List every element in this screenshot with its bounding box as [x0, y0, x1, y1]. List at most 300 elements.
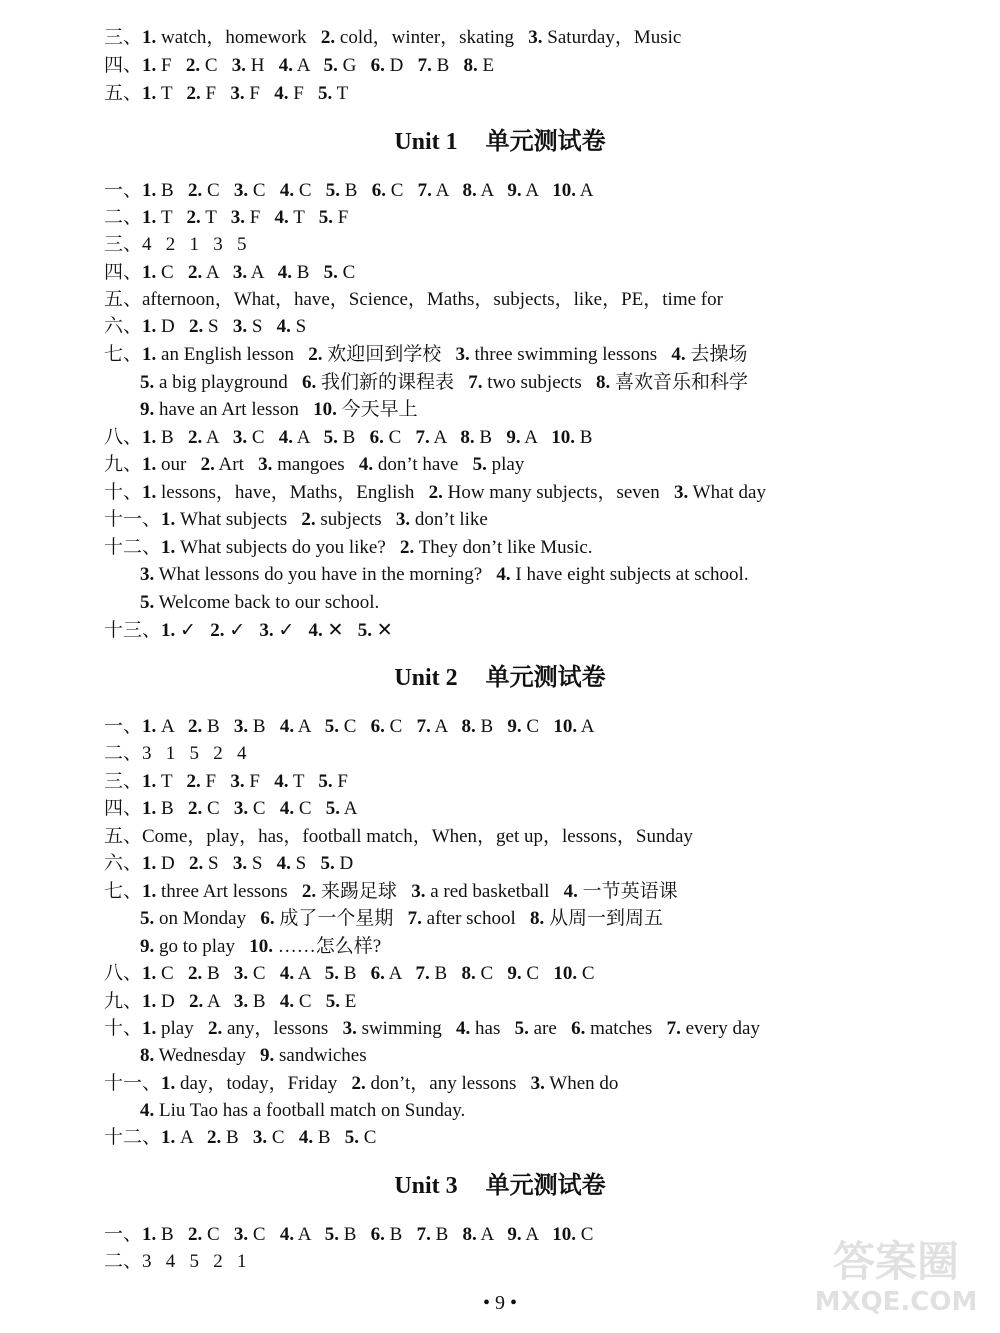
answer-text: two subjects: [482, 372, 596, 393]
answer-text: our: [156, 454, 201, 475]
unit-title: 单元测试卷: [485, 1173, 606, 1199]
item-number: 6.: [370, 716, 385, 737]
answer-text: B: [430, 1224, 463, 1245]
item-number: 4.: [274, 207, 289, 228]
item-number: 5.: [318, 207, 333, 228]
answer-line: [140, 589, 379, 617]
answer-text: A: [294, 716, 325, 737]
item-number: 3.: [233, 1224, 249, 1245]
item-number: 7.: [417, 55, 432, 76]
answer-text: F: [200, 83, 231, 104]
answer-text: a red basketball: [425, 881, 564, 902]
item-number: 7.: [415, 427, 430, 448]
answer-text: ……怎么样?: [273, 936, 382, 957]
item-number: 5.: [472, 454, 487, 475]
item-number: 2.: [207, 1018, 223, 1039]
item-number: 1.: [142, 771, 157, 792]
answer-text: 欢迎回到学校: [322, 344, 456, 365]
item-number: 7.: [415, 963, 430, 984]
item-number: 5.: [324, 716, 339, 737]
answer-text: B: [248, 991, 280, 1012]
item-number: 8.: [461, 716, 476, 737]
item-number: 1.: [142, 454, 157, 475]
answer-text: 今天早上: [336, 399, 418, 420]
answer-text: Art: [214, 454, 259, 475]
item-number: 8.: [462, 180, 477, 201]
answer-line: [104, 80, 348, 108]
answer-line: [104, 424, 592, 452]
item-number: 3.: [232, 427, 248, 448]
answer-text: B: [384, 1224, 417, 1245]
answer-text: A: [430, 716, 462, 737]
item-number: 2.: [308, 344, 323, 365]
item-number: 8.: [462, 1224, 477, 1245]
item-number: 7.: [417, 180, 432, 201]
answer-text: F: [156, 55, 186, 76]
answer-text: B: [156, 1224, 188, 1245]
answer-text: 十二、: [104, 1127, 162, 1148]
answer-text: Saturday，Music: [542, 27, 682, 48]
item-number: 10.: [249, 936, 273, 957]
item-number: 5.: [318, 771, 333, 792]
item-number: 9.: [507, 963, 522, 984]
answer-line: [104, 259, 355, 287]
answer-text: 从周一到周五: [544, 908, 664, 929]
answer-text: A: [293, 427, 324, 448]
item-number: 5.: [323, 262, 338, 283]
item-number: 6.: [371, 180, 386, 201]
answer-text: S: [203, 316, 233, 337]
item-number: 4.: [279, 963, 295, 984]
answer-text: C: [202, 180, 234, 201]
answer-line: [140, 1097, 465, 1125]
item-number: 4.: [276, 316, 291, 337]
item-number: 10.: [553, 716, 578, 737]
answer-line: [104, 740, 247, 768]
item-number: 9.: [507, 180, 522, 201]
item-number: 2.: [187, 427, 203, 448]
answer-text: F: [200, 771, 231, 792]
answer-text: T: [288, 771, 319, 792]
answer-text: B: [221, 1127, 253, 1148]
answer-text: They don’t like Music.: [414, 537, 593, 558]
answer-text: ✓: [175, 620, 211, 641]
unit-label: Unit 2: [394, 665, 458, 691]
answer-line: [104, 479, 766, 507]
item-number: 4.: [277, 262, 292, 283]
item-number: 1.: [142, 798, 157, 819]
item-number: 2.: [351, 1073, 366, 1094]
unit-title: 单元测试卷: [485, 129, 606, 155]
answer-text: A: [293, 55, 324, 76]
item-number: 1.: [142, 316, 157, 337]
item-number: 2.: [187, 262, 203, 283]
item-number: 2.: [185, 55, 201, 76]
item-number: 2.: [186, 207, 201, 228]
answer-text: have an Art lesson: [154, 399, 314, 420]
item-number: 5.: [514, 1018, 529, 1039]
answer-text: 九、: [104, 454, 143, 475]
answer-line: [104, 1070, 618, 1098]
answer-text: A: [521, 180, 553, 201]
unit-heading: [0, 1170, 1000, 1202]
item-number: 4.: [279, 716, 295, 737]
answer-text: 一、: [104, 180, 143, 201]
answer-line: [104, 1248, 247, 1276]
item-number: 5.: [323, 427, 338, 448]
unit-title: 单元测试卷: [485, 665, 606, 691]
answer-text: lessons，have，Maths，English: [156, 482, 429, 503]
answer-text: A: [520, 427, 552, 448]
answer-line: [140, 561, 749, 589]
item-number: 3.: [528, 27, 543, 48]
answer-line: [104, 341, 747, 369]
answer-text: A: [476, 1224, 508, 1245]
answer-text: three Art lessons: [156, 881, 302, 902]
answer-text: C: [576, 1224, 594, 1245]
answer-text: has: [470, 1018, 515, 1039]
item-number: 4.: [140, 1100, 155, 1121]
answer-text: C: [248, 798, 280, 819]
answer-text: 二、: [104, 207, 143, 228]
item-number: 9.: [140, 936, 155, 957]
unit-label: Unit 1: [394, 129, 458, 155]
item-number: 1.: [142, 716, 157, 737]
item-number: 2.: [187, 1224, 203, 1245]
answer-line: [104, 1124, 376, 1152]
item-number: 3.: [455, 344, 470, 365]
answer-text: Liu Tao has a football match on Sunday.: [154, 1100, 466, 1121]
item-number: 5.: [140, 908, 155, 929]
item-number: 2.: [189, 853, 204, 874]
answer-line: [104, 768, 348, 796]
answer-text: sandwiches: [274, 1045, 367, 1066]
item-number: 5.: [325, 991, 340, 1012]
answer-text: D: [334, 853, 354, 874]
item-number: 4.: [279, 1224, 295, 1245]
item-number: 3.: [230, 771, 245, 792]
answer-text: don’t like: [410, 509, 488, 530]
item-number: 6.: [370, 963, 385, 984]
answer-line: [104, 617, 393, 645]
answer-text: 一、: [104, 716, 143, 737]
answer-line: [104, 1015, 760, 1043]
answer-line: [104, 823, 693, 851]
answer-text: 六、: [104, 853, 143, 874]
answer-text: 八、: [104, 963, 143, 984]
item-number: 1.: [161, 1073, 176, 1094]
answer-text: 十、: [104, 1018, 143, 1039]
answer-text: T: [156, 771, 187, 792]
item-number: 1.: [142, 344, 157, 365]
item-number: 2.: [301, 881, 317, 902]
answer-text: C: [267, 1127, 299, 1148]
answer-text: C: [359, 1127, 377, 1148]
answer-text: How many subjects，seven: [442, 482, 674, 503]
item-number: 4.: [308, 620, 323, 641]
answer-text: 五、afternoon，What，have，Science，Maths，subjects，like，PE，time for: [104, 289, 723, 310]
item-number: 8.: [140, 1045, 155, 1066]
item-number: 3.: [342, 1018, 357, 1039]
answer-text: 三、4 2 1 3 5: [104, 234, 247, 255]
item-number: 3.: [233, 798, 249, 819]
answer-text: C: [294, 798, 326, 819]
answer-text: 六、: [104, 316, 143, 337]
answer-text: What lessons do you have in the morning?: [154, 564, 497, 585]
answer-line: [104, 204, 348, 232]
item-number: 2.: [186, 771, 201, 792]
answer-text: B: [313, 1127, 345, 1148]
answer-text: 十二、: [104, 537, 162, 558]
item-number: 3.: [232, 316, 248, 337]
answer-text: C: [247, 427, 279, 448]
watermark-top: 答案圈: [832, 1237, 959, 1286]
answer-text: D: [156, 853, 189, 874]
item-number: 6.: [370, 55, 385, 76]
answer-text: A: [384, 963, 416, 984]
answer-text: T: [200, 207, 231, 228]
answer-text: C: [156, 963, 188, 984]
answer-text: C: [202, 798, 234, 819]
answer-line: [104, 506, 488, 534]
item-number: 4.: [279, 180, 295, 201]
answer-text: 七、: [104, 881, 143, 902]
item-number: 3.: [530, 1073, 545, 1094]
answer-line: [104, 713, 595, 741]
item-number: 1.: [161, 509, 176, 530]
answer-line: [140, 396, 418, 424]
answer-line: [104, 878, 678, 906]
answer-text: B: [431, 55, 464, 76]
item-number: 2.: [206, 1127, 222, 1148]
answer-line: [104, 451, 524, 479]
item-number: 6.: [571, 1018, 586, 1039]
item-number: 4.: [671, 344, 686, 365]
item-number: 5.: [140, 372, 155, 393]
answer-text: C: [248, 963, 280, 984]
answer-text: 我们新的课程表: [316, 372, 469, 393]
item-number: 5.: [320, 853, 335, 874]
answer-text: C: [156, 262, 188, 283]
answer-text: C: [521, 963, 554, 984]
answer-text: B: [156, 427, 188, 448]
answer-text: 十一、: [104, 1073, 162, 1094]
answer-text: C: [294, 180, 326, 201]
answer-line: [140, 1042, 367, 1070]
item-number: 2.: [320, 27, 336, 48]
answer-text: C: [337, 262, 356, 283]
item-number: 1.: [161, 1127, 176, 1148]
answer-text: mangoes: [272, 454, 359, 475]
answer-text: B: [291, 262, 324, 283]
answer-text: 十三、: [104, 620, 162, 641]
answer-text: 四、: [104, 798, 143, 819]
item-number: 1.: [142, 482, 157, 503]
answer-text: an English lesson: [156, 344, 309, 365]
answer-text: A: [294, 1224, 325, 1245]
answer-text: every day: [680, 1018, 760, 1039]
item-number: 1.: [142, 1224, 157, 1245]
answer-text: don’t have: [373, 454, 473, 475]
item-number: 4.: [298, 1127, 314, 1148]
answer-line: [104, 286, 723, 314]
answer-text: What day: [688, 482, 766, 503]
page-number: • 9 •: [482, 1292, 517, 1314]
answer-text: F: [332, 207, 349, 228]
answer-text: S: [247, 316, 277, 337]
item-number: 5.: [140, 592, 155, 613]
answer-text: D: [156, 991, 189, 1012]
answer-text: C: [384, 716, 417, 737]
answer-text: What subjects: [175, 509, 302, 530]
answer-text: A: [476, 180, 508, 201]
item-number: 4.: [358, 454, 374, 475]
answer-text: H: [246, 55, 279, 76]
answer-text: 八、: [104, 427, 143, 448]
answer-text: 二、3 4 5 2 1: [104, 1251, 247, 1272]
unit-label: Unit 3: [394, 1173, 458, 1199]
answer-text: B: [474, 427, 507, 448]
answer-line: [104, 960, 595, 988]
answer-text: C: [577, 963, 595, 984]
item-number: 2.: [187, 716, 203, 737]
answer-text: B: [156, 798, 188, 819]
answer-text: A: [247, 262, 278, 283]
answer-text: cold，winter，skating: [335, 27, 529, 48]
item-number: 1.: [142, 27, 157, 48]
item-number: 1.: [142, 55, 157, 76]
answer-text: 三、: [104, 27, 143, 48]
answer-text: A: [175, 1127, 207, 1148]
item-number: 8.: [460, 427, 475, 448]
item-number: 2.: [301, 509, 316, 530]
answer-text: B: [202, 716, 234, 737]
answer-text: S: [290, 853, 321, 874]
answer-text: 四、: [104, 262, 143, 283]
item-number: 7.: [666, 1018, 681, 1039]
item-number: 1.: [142, 963, 157, 984]
watermark-logo: [806, 1237, 986, 1327]
answer-text: B: [248, 716, 280, 737]
item-number: 8.: [530, 908, 545, 929]
item-number: 4.: [278, 55, 294, 76]
answer-text: 来踢足球: [316, 881, 412, 902]
watermark-bottom: MXQE.COM: [814, 1287, 978, 1317]
answer-text: B: [338, 1224, 371, 1245]
item-number: 2.: [187, 798, 203, 819]
answer-text: A: [203, 991, 234, 1012]
item-number: 4.: [496, 564, 511, 585]
item-number: 5.: [325, 180, 341, 201]
answer-text: 七、: [104, 344, 143, 365]
answer-text: 一节英语课: [577, 881, 678, 902]
item-number: 2.: [186, 83, 201, 104]
answer-text: B: [429, 963, 462, 984]
answer-text: D: [156, 316, 189, 337]
answer-text: C: [200, 55, 232, 76]
item-number: 1.: [161, 620, 176, 641]
item-number: 4.: [279, 991, 295, 1012]
item-number: 3.: [252, 1127, 268, 1148]
answer-text: S: [203, 853, 233, 874]
answer-text: C: [475, 963, 508, 984]
item-number: 3.: [233, 716, 249, 737]
answer-text: 九、: [104, 991, 143, 1012]
answer-text: 十一、: [104, 509, 162, 530]
answer-line: [104, 24, 681, 52]
answer-text: day，today，Friday: [175, 1073, 352, 1094]
answer-text: C: [338, 716, 371, 737]
answer-text: 五、Come，play，has，football match，When，get up，lessons，Sunday: [104, 826, 693, 847]
item-number: 5.: [323, 55, 338, 76]
item-number: 10.: [551, 427, 575, 448]
answer-text: T: [156, 207, 187, 228]
item-number: 2.: [210, 620, 225, 641]
answer-line: [140, 933, 381, 961]
answer-text: D: [384, 55, 418, 76]
item-number: 6.: [370, 1224, 385, 1245]
answer-text: E: [340, 991, 357, 1012]
item-number: 3.: [411, 881, 426, 902]
answer-text: ✕: [371, 620, 393, 641]
answer-line: [140, 369, 748, 397]
item-number: 2.: [200, 454, 215, 475]
answer-text: C: [248, 1224, 280, 1245]
answer-text: on Monday: [154, 908, 261, 929]
answer-text: What subjects do you like?: [175, 537, 401, 558]
answer-text: 五、: [104, 83, 143, 104]
item-number: 9.: [260, 1045, 275, 1066]
item-number: 2.: [428, 482, 443, 503]
item-number: 9.: [507, 1224, 522, 1245]
answer-text: T: [288, 207, 319, 228]
answer-text: Wednesday: [154, 1045, 261, 1066]
item-number: 8.: [463, 55, 478, 76]
item-number: 5.: [357, 620, 372, 641]
answer-text: B: [337, 427, 370, 448]
item-number: 5.: [325, 798, 341, 819]
item-number: 3.: [233, 180, 249, 201]
answer-line: [104, 850, 353, 878]
item-number: 3.: [233, 963, 249, 984]
item-number: 7.: [416, 1224, 431, 1245]
unit-heading: [0, 126, 1000, 158]
answer-text: play: [156, 1018, 208, 1039]
answer-text: A: [431, 180, 463, 201]
answer-text: are: [528, 1018, 572, 1039]
answer-text: A: [202, 427, 233, 448]
answer-text: three swimming lessons: [469, 344, 672, 365]
answer-line: [104, 52, 494, 80]
item-number: 4.: [456, 1018, 471, 1039]
answer-text: C: [521, 716, 554, 737]
answer-text: C: [294, 991, 326, 1012]
answer-line: [104, 231, 247, 259]
answer-text: T: [332, 83, 349, 104]
answer-text: A: [340, 798, 358, 819]
item-number: 10.: [552, 180, 577, 201]
answer-text: B: [475, 716, 508, 737]
item-number: 1.: [142, 180, 157, 201]
item-number: 4.: [276, 853, 291, 874]
answer-text: F: [332, 771, 348, 792]
answer-text: A: [429, 427, 461, 448]
item-number: 8.: [596, 372, 611, 393]
answer-line: [104, 795, 357, 823]
unit-heading: [0, 662, 1000, 694]
item-number: 1.: [142, 991, 157, 1012]
answer-text: C: [385, 180, 418, 201]
